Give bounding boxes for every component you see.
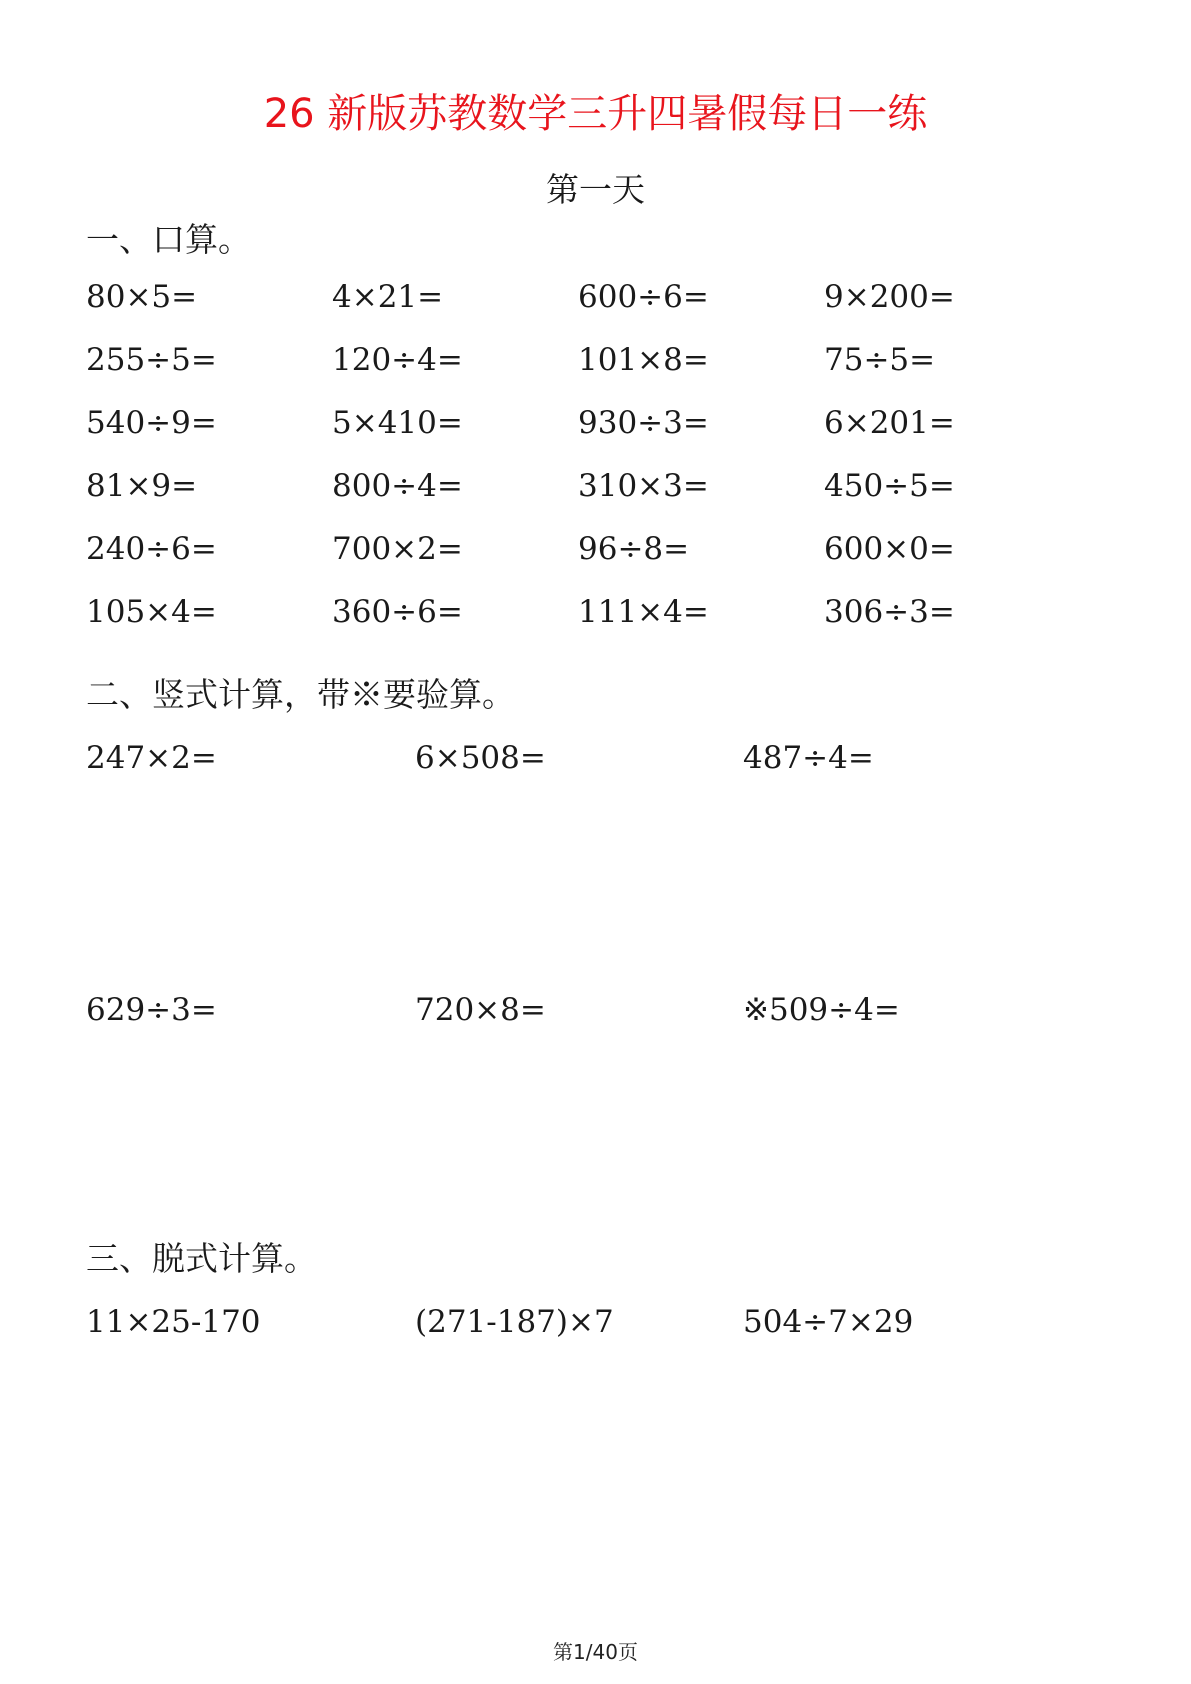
section3-heading: 三、脱式计算。 [86,1239,317,1278]
oral-problem: 105×4= [86,594,217,630]
oral-problem: 360÷6= [332,594,463,630]
step-problem: 504÷7×29 [743,1304,914,1340]
oral-row-4 [86,464,1136,508]
oral-problem: 6×201= [824,405,955,441]
vertical-problem: 720×8= [415,992,546,1028]
vertical-row-1 [86,736,1136,780]
oral-problem: 600×0= [824,531,955,567]
vertical-problem: 247×2= [86,740,217,776]
oral-problem: 9×200= [824,279,955,315]
vertical-problem: 629÷3= [86,992,217,1028]
oral-problem: 700×2= [332,531,463,567]
section2-heading: 二、竖式计算，带※要验算。 [86,675,515,714]
document-title: 26 新版苏教数学三升四暑假每日一练 [263,91,928,137]
oral-problem: 540÷9= [86,405,217,441]
oral-row-6 [86,590,1136,634]
oral-row-1 [86,275,1136,319]
oral-problem: 120÷4= [332,342,463,378]
oral-problem: 600÷6= [578,279,709,315]
vertical-problem: 6×508= [415,740,546,776]
day-label: 第一天 [546,170,645,209]
oral-problem: 101×8= [578,342,709,378]
step-row-1 [86,1300,1136,1344]
oral-problem: 75÷5= [824,342,936,378]
oral-problem: 255÷5= [86,342,217,378]
vertical-problem: 487÷4= [743,740,874,776]
section1-heading: 一、口算。 [86,220,251,259]
oral-problem: 81×9= [86,468,198,504]
oral-problem: 111×4= [578,594,709,630]
oral-problem: 5×410= [332,405,463,441]
vertical-row-2 [86,988,1136,1032]
oral-problem: 4×21= [332,279,444,315]
page-number: 第1/40页 [553,1640,638,1664]
oral-problem: 306÷3= [824,594,955,630]
oral-problem: 930÷3= [578,405,709,441]
oral-problem: 310×3= [578,468,709,504]
oral-problem: 450÷5= [824,468,955,504]
step-problem: (271-187)×7 [415,1304,614,1340]
step-problem: 11×25-170 [86,1304,261,1340]
oral-problem: 800÷4= [332,468,463,504]
oral-problem: 80×5= [86,279,198,315]
oral-problem: 96÷8= [578,531,690,567]
oral-row-2 [86,338,1136,382]
vertical-problem: ※509÷4= [743,992,900,1028]
oral-row-3 [86,401,1136,445]
oral-problem: 240÷6= [86,531,217,567]
oral-row-5 [86,527,1136,571]
